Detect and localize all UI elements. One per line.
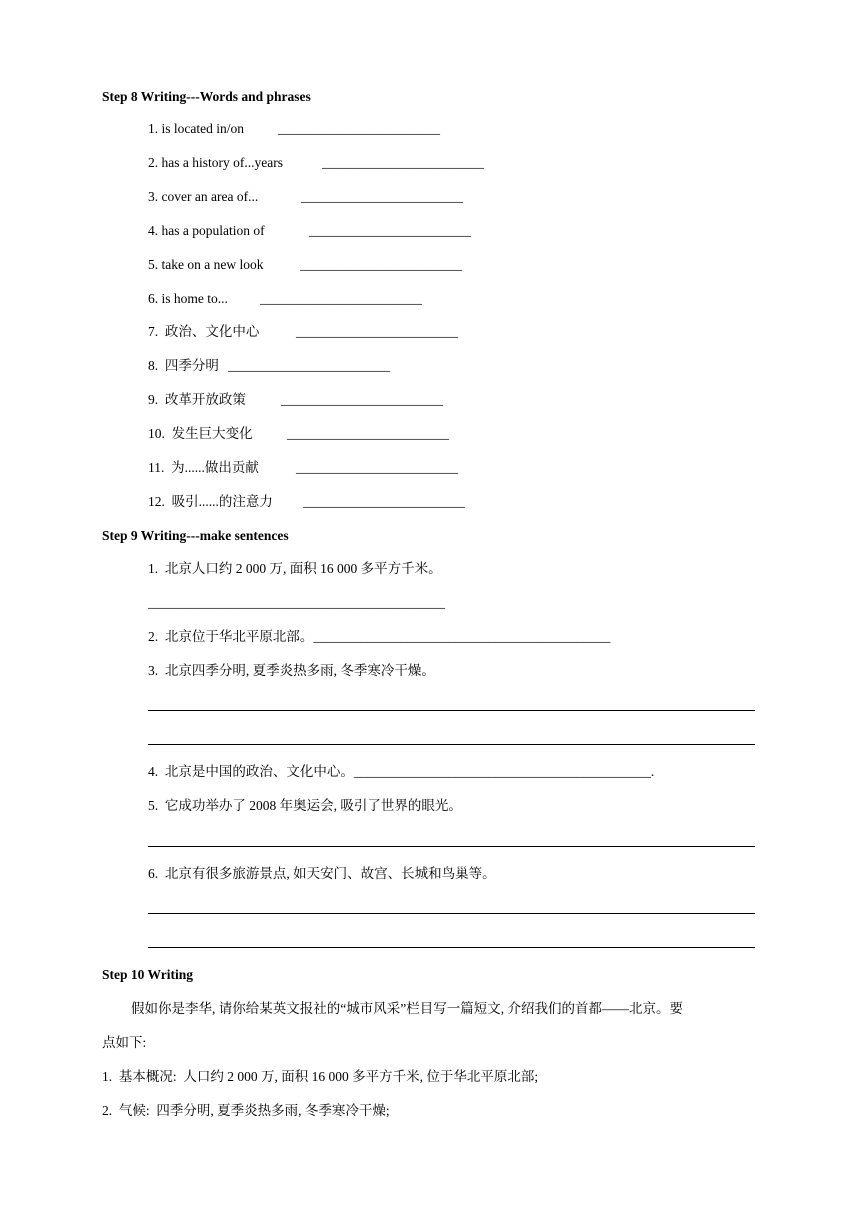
phrase-blank[interactable]: ________________________ bbox=[296, 460, 458, 475]
phrase-label: 8. 四季分明 bbox=[148, 358, 219, 373]
phrase-blank[interactable]: ________________________ bbox=[228, 358, 390, 373]
sentence-4-blank[interactable]: ____________________________________________. bbox=[353, 764, 655, 779]
phrase-item-7 bbox=[148, 323, 458, 341]
phrase-blank[interactable]: ________________________ bbox=[278, 121, 440, 136]
step10-heading: Step 10 Writing bbox=[102, 967, 194, 982]
sentence-4-text: 4. 北京是中国的政治、文化中心。 bbox=[148, 764, 354, 779]
phrase-label: 10. 发生巨大变化 bbox=[148, 426, 253, 441]
phrase-blank[interactable]: ________________________ bbox=[322, 155, 484, 170]
phrase-blank[interactable]: ________________________ bbox=[287, 426, 449, 441]
phrase-label: 12. 吸引......的注意力 bbox=[148, 494, 273, 509]
phrase-blank[interactable]: ________________________ bbox=[309, 223, 471, 238]
task-point-1: 1. 基本概况: 人口约 2 000 万, 面积 16 000 多平方千米, 位于华北平原北部; bbox=[102, 1069, 539, 1084]
step8-heading: Step 8 Writing---Words and phrases bbox=[102, 89, 311, 104]
phrase-label: 7. 政治、文化中心 bbox=[148, 324, 260, 339]
phrase-blank[interactable]: ________________________ bbox=[260, 291, 422, 306]
sentence-2 bbox=[148, 628, 610, 646]
phrase-blank[interactable]: ________________________ bbox=[303, 494, 465, 509]
answer-line[interactable] bbox=[148, 744, 755, 745]
phrase-label: 6. is home to... bbox=[148, 291, 228, 306]
sentence-1-blank[interactable]: ____________________________________________ bbox=[148, 595, 445, 610]
step9-heading: Step 9 Writing---make sentences bbox=[102, 528, 289, 543]
phrase-blank[interactable]: ________________________ bbox=[301, 189, 463, 204]
answer-line[interactable] bbox=[148, 947, 755, 948]
answer-line[interactable] bbox=[148, 710, 755, 711]
phrase-item-3 bbox=[148, 188, 463, 206]
sentence-3: 3. 北京四季分明, 夏季炎热多雨, 冬季寒冷干燥。 bbox=[148, 663, 435, 678]
phrase-label: 3. cover an area of... bbox=[148, 189, 259, 204]
phrase-label: 9. 改革开放政策 bbox=[148, 392, 246, 407]
phrase-item-8 bbox=[148, 357, 390, 375]
phrase-label: 5. take on a new look bbox=[148, 257, 264, 272]
phrase-blank[interactable]: ________________________ bbox=[300, 257, 462, 272]
phrase-item-12 bbox=[148, 493, 465, 511]
sentence-5: 5. 它成功举办了 2008 年奥运会, 吸引了世界的眼光。 bbox=[148, 798, 462, 813]
phrase-label: 2. has a history of...years bbox=[148, 155, 283, 170]
sentence-4 bbox=[148, 763, 654, 781]
phrase-blank[interactable]: ________________________ bbox=[281, 392, 443, 407]
phrase-label: 11. 为......做出贡献 bbox=[148, 460, 259, 475]
answer-line[interactable] bbox=[148, 846, 755, 847]
task-intro-line-1: 假如你是李华, 请你给某英文报社的“城市风采”栏目写一篇短文, 介绍我们的首都——北京。要 bbox=[131, 1001, 683, 1016]
sentence-1: 1. 北京人口约 2 000 万, 面积 16 000 多平方千米。 bbox=[148, 561, 442, 576]
phrase-item-6 bbox=[148, 290, 422, 308]
task-point-2: 2. 气候: 四季分明, 夏季炎热多雨, 冬季寒冷干燥; bbox=[102, 1103, 390, 1118]
sentence-2-text: 2. 北京位于华北平原北部。 bbox=[148, 629, 314, 644]
phrase-label: 1. is located in/on bbox=[148, 121, 244, 136]
sentence-6: 6. 北京有很多旅游景点, 如天安门、故宫、长城和鸟巢等。 bbox=[148, 866, 496, 881]
phrase-item-11 bbox=[148, 459, 458, 477]
phrase-item-5 bbox=[148, 256, 462, 274]
phrase-label: 4. has a population of bbox=[148, 223, 265, 238]
phrase-item-1 bbox=[148, 120, 440, 138]
phrase-item-10 bbox=[148, 425, 449, 443]
answer-line[interactable] bbox=[148, 913, 755, 914]
phrase-blank[interactable]: ________________________ bbox=[296, 324, 458, 339]
phrase-item-9 bbox=[148, 391, 443, 409]
sentence-2-blank[interactable]: ____________________________________________ bbox=[313, 629, 611, 644]
phrase-item-2 bbox=[148, 154, 484, 172]
task-intro-line-2: 点如下: bbox=[102, 1035, 147, 1050]
phrase-item-4 bbox=[148, 222, 471, 240]
